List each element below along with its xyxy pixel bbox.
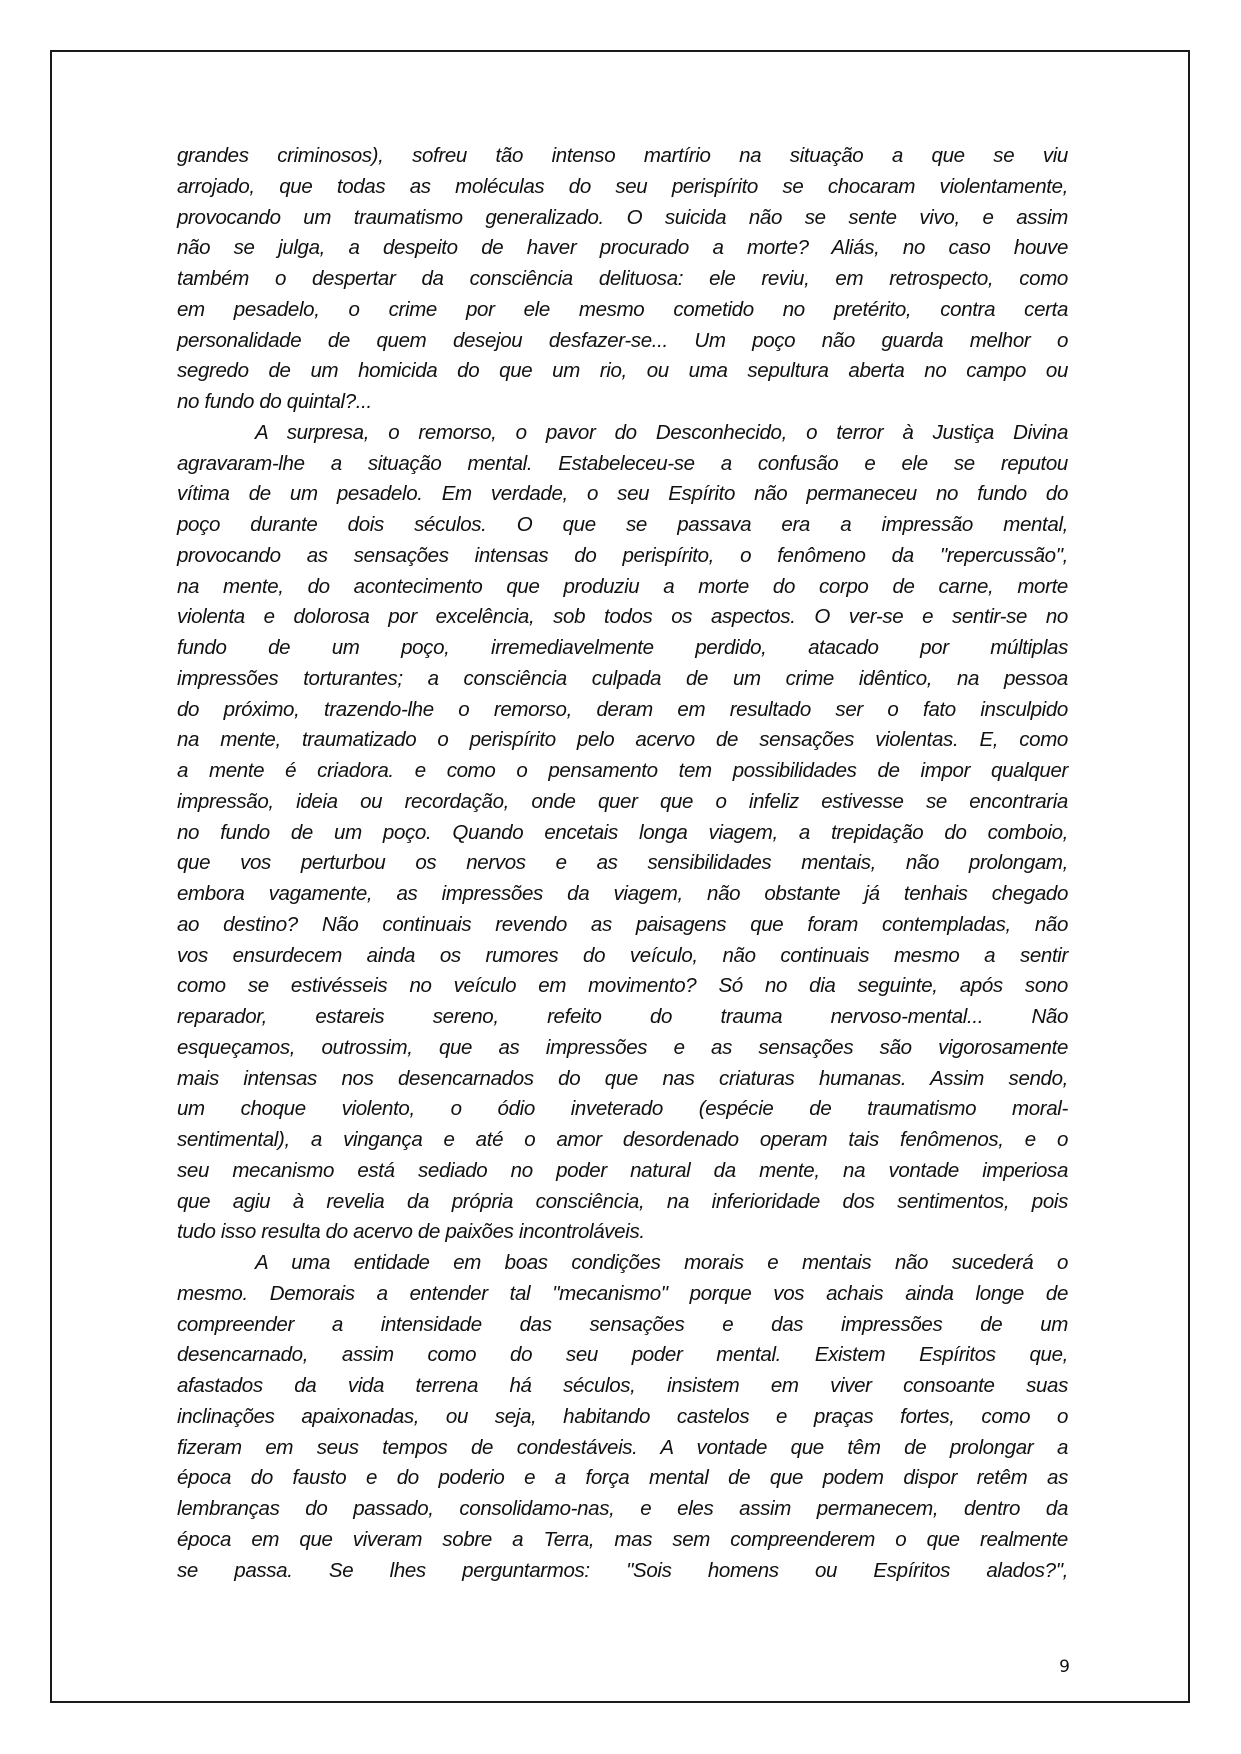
text-line: vos ensurdecem ainda os rumores do veículo, não continuais mesmo a sentir: [177, 943, 1068, 967]
text-line: do próximo, trazendo-lhe o remorso, deram em resultado ser o fato insculpido: [177, 697, 1068, 721]
text-line: ao destino? Não continuais revendo as paisagens que foram contempladas, não: [177, 912, 1068, 936]
paragraph: [177, 141, 1068, 418]
text-line: como se estivésseis no veículo em movimento? Só no dia seguinte, após sono: [177, 974, 1068, 998]
text-line: seu mecanismo está sediado no poder natural da mente, na vontade imperiosa: [177, 1158, 1068, 1182]
text-line: na mente, traumatizado o perispírito pelo acervo de sensações violentas. E, como: [177, 728, 1068, 752]
text-line: a mente é criadora. e como o pensamento tem possibilidades de impor qualquer: [177, 759, 1068, 782]
text-line: agravaram-lhe a situação mental. Estabeleceu-se a confusão e ele se reputou: [177, 451, 1068, 475]
text-line: esqueçamos, outrossim, que as impressões e as sensações são vigorosamente: [177, 1035, 1068, 1059]
text-line: um choque violento, o ódio inveterado (espécie de traumatismo moral-: [177, 1097, 1068, 1121]
text-line: grandes criminosos), sofreu tão intenso martírio na situação a que se viu: [177, 144, 1068, 167]
text-line: afastados da vida terrena há séculos, insistem em viver consoante suas: [177, 1374, 1068, 1397]
text-line: também o despertar da consciência delituosa: ele reviu, em retrospecto, como: [177, 267, 1068, 290]
document-body: [177, 141, 1068, 1586]
text-line: fizeram em seus tempos de condestáveis. A vontade que têm de prolongar a: [177, 1435, 1068, 1459]
text-line: embora vagamente, as impressões da viagem, não obstante já tenhais chegado: [177, 882, 1068, 905]
text-line: vítima de um pesadelo. Em verdade, o seu Espírito não permaneceu no fundo do: [177, 482, 1068, 506]
text-line: lembranças do passado, consolidamo-nas, e eles assim permanecem, dentro da: [177, 1497, 1068, 1520]
text-line: impressões torturantes; a consciência culpada de um crime idêntico, na pessoa: [177, 666, 1068, 690]
text-line: sentimental), a vingança e até o amor desordenado operam tais fenômenos, e o: [177, 1128, 1068, 1151]
page-number: 9: [1059, 1657, 1070, 1677]
text-line: no fundo de um poço. Quando encetais longa viagem, a trepidação do comboio,: [177, 820, 1068, 844]
text-line: fundo de um poço, irremediavelmente perdido, atacado por múltiplas: [177, 636, 1068, 659]
text-line: que vos perturbou os nervos e as sensibilidades mentais, não prolongam,: [177, 851, 1068, 875]
text-line: se passa. Se lhes perguntarmos: "Sois homens ou Espíritos alados?",: [177, 1558, 1068, 1582]
text-line: em pesadelo, o crime por ele mesmo cometido no pretérito, contra certa: [177, 297, 1068, 321]
text-line: violenta e dolorosa por excelência, sob todos os aspectos. O ver-se e sentir-se no: [177, 605, 1068, 629]
text-line: não se julga, a despeito de haver procurado a morte? Aliás, no caso houve: [177, 236, 1068, 260]
text-line: arrojado, que todas as moléculas do seu perispírito se chocaram violentamente,: [177, 174, 1068, 198]
text-line: A uma entidade em boas condições morais e mentais não sucederá o: [255, 1251, 1068, 1274]
text-line: mesmo. Demorais a entender tal "mecanismo" porque vos achais ainda longe de: [177, 1281, 1068, 1305]
text-line: desencarnado, assim como do seu poder mental. Existem Espíritos que,: [177, 1343, 1068, 1367]
paragraph: [177, 418, 1068, 1248]
text-line: provocando as sensações intensas do perispírito, o fenômeno da "repercussão",: [177, 543, 1068, 567]
paragraph: [177, 1248, 1068, 1586]
text-line: reparador, estareis sereno, refeito do trauma nervoso-mental... Não: [177, 1005, 1068, 1028]
text-line: poço durante dois séculos. O que se passava era a impressão mental,: [177, 513, 1068, 536]
text-line: segredo de um homicida do que um rio, ou uma sepultura aberta no campo ou: [177, 359, 1068, 383]
text-line: na mente, do acontecimento que produziu a morte do corpo de carne, morte: [177, 574, 1068, 598]
text-line: provocando um traumatismo generalizado. O suicida não se sente vivo, e assim: [177, 205, 1068, 229]
text-line: época do fausto e do poderio e a força mental de que podem dispor retêm as: [177, 1466, 1068, 1490]
text-line: mais intensas nos desencarnados do que nas criaturas humanas. Assim sendo,: [177, 1066, 1068, 1090]
text-line: impressão, ideia ou recordação, onde quer que o infeliz estivesse se encontraria: [177, 789, 1068, 813]
text-line: época em que viveram sobre a Terra, mas sem compreenderem o que realmente: [177, 1527, 1068, 1551]
text-line: no fundo do quintal?...: [177, 390, 372, 413]
text-line: personalidade de quem desejou desfazer-se... Um poço não guarda melhor o: [177, 328, 1068, 352]
text-line: compreender a intensidade das sensações e das impressões de um: [177, 1312, 1068, 1336]
text-line: inclinações apaixonadas, ou seja, habitando castelos e praças fortes, como o: [177, 1404, 1068, 1428]
text-line: que agiu à revelia da própria consciência, na inferioridade dos sentimentos, pois: [177, 1189, 1068, 1213]
text-line: tudo isso resulta do acervo de paixões incontroláveis.: [177, 1220, 645, 1244]
text-line: A surpresa, o remorso, o pavor do Desconhecido, o terror à Justiça Divina: [255, 420, 1068, 444]
